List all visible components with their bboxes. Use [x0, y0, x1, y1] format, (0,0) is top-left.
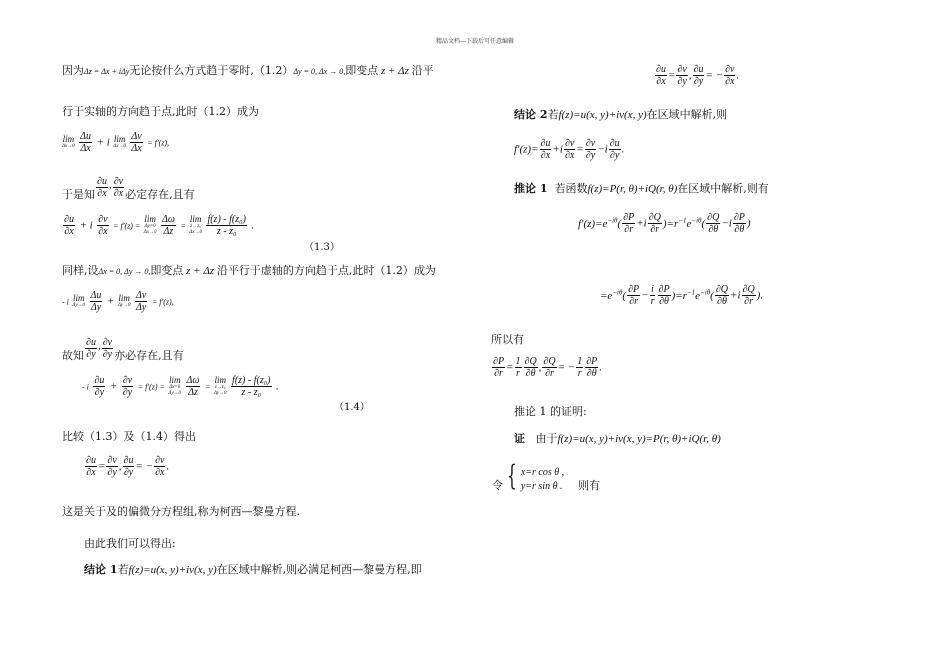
text: 同样,设	[62, 264, 99, 277]
equation-1-4: - i $\frac{\partial u}{\partial y}$ + $\frac{\partial v}{\partial y}$ = f′(z) = lim Δx=0 Δy→0 $\frac{\Delta\omega}{\Delta z}$ = lim z→z₀ Δy→0 $\frac{\text{f(z) - f(z₀)}}{\text{z - z₀}}$ .	[82, 375, 279, 398]
text: 即变点	[150, 264, 184, 277]
equation-number: （1.4）	[334, 402, 370, 413]
equation-cauchy-riemann-2: $\frac{\partial u}{\partial x}$ = $\frac{\partial v}{\partial y}$ , $\frac{\partial u}{\partial y}$ = − $\frac{\partial v}{\partial x}$ .	[656, 64, 740, 87]
equation-limit-x: lim Δx→0 $\frac{\Delta u}{\Delta x}$ + i lim Δx→0 $\frac{\Delta v}{\Delta x}$ = f′(z),	[62, 131, 170, 154]
text: 则有	[578, 479, 601, 492]
proof-let: 令 { x=r cos θ , y=r sin θ . 则有	[492, 459, 601, 492]
text: 在区域中解析,则有	[677, 182, 769, 195]
equation-number: （1.3）	[304, 242, 340, 253]
equation-polar-1: $f'(z)=e^{-i\theta}$( $\frac{\partial P}{\partial r}$ +i $\frac{\partial Q}{\partial r}$ )$=r^{-1}e^{-i\theta}$( $\frac{\partial Q}{\partial\theta}$ −i $\frac{\partial P}{\partial\theta}$ )	[578, 212, 751, 235]
text: 令	[492, 479, 503, 492]
text: 即变点	[345, 64, 379, 77]
label: 推论 1	[514, 182, 548, 195]
text: 沿平行于虚轴的方向趋于点,此时（1.2）成为	[216, 264, 436, 277]
text: 无论按什么方式趋于零时,	[129, 64, 254, 77]
equation-1-3: $\frac{\partial u}{\partial x}$ + i $\frac{\partial v}{\partial x}$ = f′(z) = lim Δy=0 Δx→0 $\frac{\Delta\omega}{\Delta z}$ = lim z→z₀ Δx→0 $\frac{\text{f(z) - f(z₀)}}{\text{z - z₀}}$ .	[64, 214, 255, 237]
text: 必定存在,且有	[125, 188, 195, 201]
paragraph-so: 所以有	[491, 333, 524, 346]
conclusion-2: 结论 2若f(z)=u(x, y)+iv(x, y)在区域中解析,则	[514, 108, 728, 121]
text: 沿平	[411, 64, 434, 77]
paragraph-line-2: 行于实轴的方向趋于点,此时（1.2）成为	[62, 105, 259, 118]
label: 证	[514, 432, 525, 445]
text: 若	[117, 563, 129, 576]
paragraph-line-12: 这是关于及的偏微分方程组,称为柯西—黎曼方程.	[62, 505, 300, 518]
formula: z + Δz	[378, 65, 412, 77]
paragraph-line-6: 同样,设Δx = 0, Δy → 0,即变点 z + Δz 沿平行于虚轴的方向趋于点,此时（1.2）成为	[62, 264, 436, 277]
text: 于是知	[62, 188, 95, 201]
text: 故知	[62, 349, 84, 362]
equation-polar-2: $=e^{-i\theta}$( $\frac{\partial P}{\partial r}$ − $\frac{i}{r}$ $\frac{\partial P}{\partial\theta}$ )$=r^{-1}e^{-i\theta}$( $\frac{\partial Q}{\partial\theta}$ +i $\frac{\partial Q}{\partial r}$ ).	[600, 284, 764, 307]
paragraph-line-8: 故知 $\frac{\partial u}{\partial y}$ , $\frac{\partial v}{\partial y}$ 亦必存在,且有	[62, 337, 184, 362]
text: 亦必存在,且有	[114, 349, 184, 362]
proof-title: 推论 1 的证明:	[514, 405, 587, 418]
text: 因为	[62, 64, 84, 77]
corollary-1: 推论 1 若函数f(z)=P(r, θ)+iQ(r, θ)在区域中解析,则有	[514, 182, 769, 195]
text: （1.2）	[253, 64, 294, 77]
label: 结论 2	[514, 108, 548, 121]
text: 在区域中解析,则必满足柯西—黎曼方程,即	[216, 563, 422, 576]
page-header: 精品文档---下载后可任意编辑	[435, 38, 515, 45]
equation-conclusion-2: f′(z)= $\frac{\partial u}{\partial x}$ +i $\frac{\partial v}{\partial x}$ = $\frac{\partial v}{\partial y}$ −i $\frac{\partial u}{\partial y}$ .	[514, 138, 625, 161]
paragraph-line-4: 于是知 $\frac{\partial u}{\partial x}$ , $\frac{\partial v}{\partial x}$ 必定存在,且有	[62, 176, 195, 201]
text: 若	[547, 108, 559, 121]
text: 在区域中解析,则	[646, 108, 728, 121]
equation-limit-y: - i lim Δy→0 $\frac{\Delta u}{\Delta y}$ + lim Δy→0 $\frac{\Delta v}{\Delta y}$ = f′(z),	[62, 290, 174, 313]
text: 若函数	[554, 182, 588, 195]
formula: Δz = Δx + iΔy	[84, 67, 130, 76]
equation-polar-cr: $\frac{\partial P}{\partial r}$ = $\frac{1}{r}$ $\frac{\partial Q}{\partial\theta}$ , $\frac{\partial Q}{\partial r}$ = − $\frac{1}{r}$ $\frac{\partial P}{\partial\theta}$ .	[493, 356, 603, 379]
proof-line-1: 证 由于f(z)=u(x, y)+iv(x, y)=P(r, θ)+iQ(r, θ)	[514, 432, 721, 445]
paragraph-line-13: 由此我们可以得出:	[84, 537, 176, 550]
paragraph-line-10: 比较（1.3）及（1.4）得出	[62, 430, 196, 443]
formula: Δy = 0, Δx → 0,	[293, 67, 346, 76]
paragraph-line-1	[62, 64, 434, 79]
conclusion-1: 结论 1若f(z)=u(x, y)+iv(x, y)在区域中解析,则必满足柯西—黎曼方程,即	[84, 563, 422, 576]
equation-cauchy-riemann: $\frac{\partial u}{\partial x}$ = $\frac{\partial v}{\partial y}$ , $\frac{\partial u}{\partial y}$ = − $\frac{\partial v}{\partial x}$ .	[86, 455, 170, 478]
text: 由于	[535, 432, 558, 445]
label: 结论 1	[84, 563, 118, 576]
